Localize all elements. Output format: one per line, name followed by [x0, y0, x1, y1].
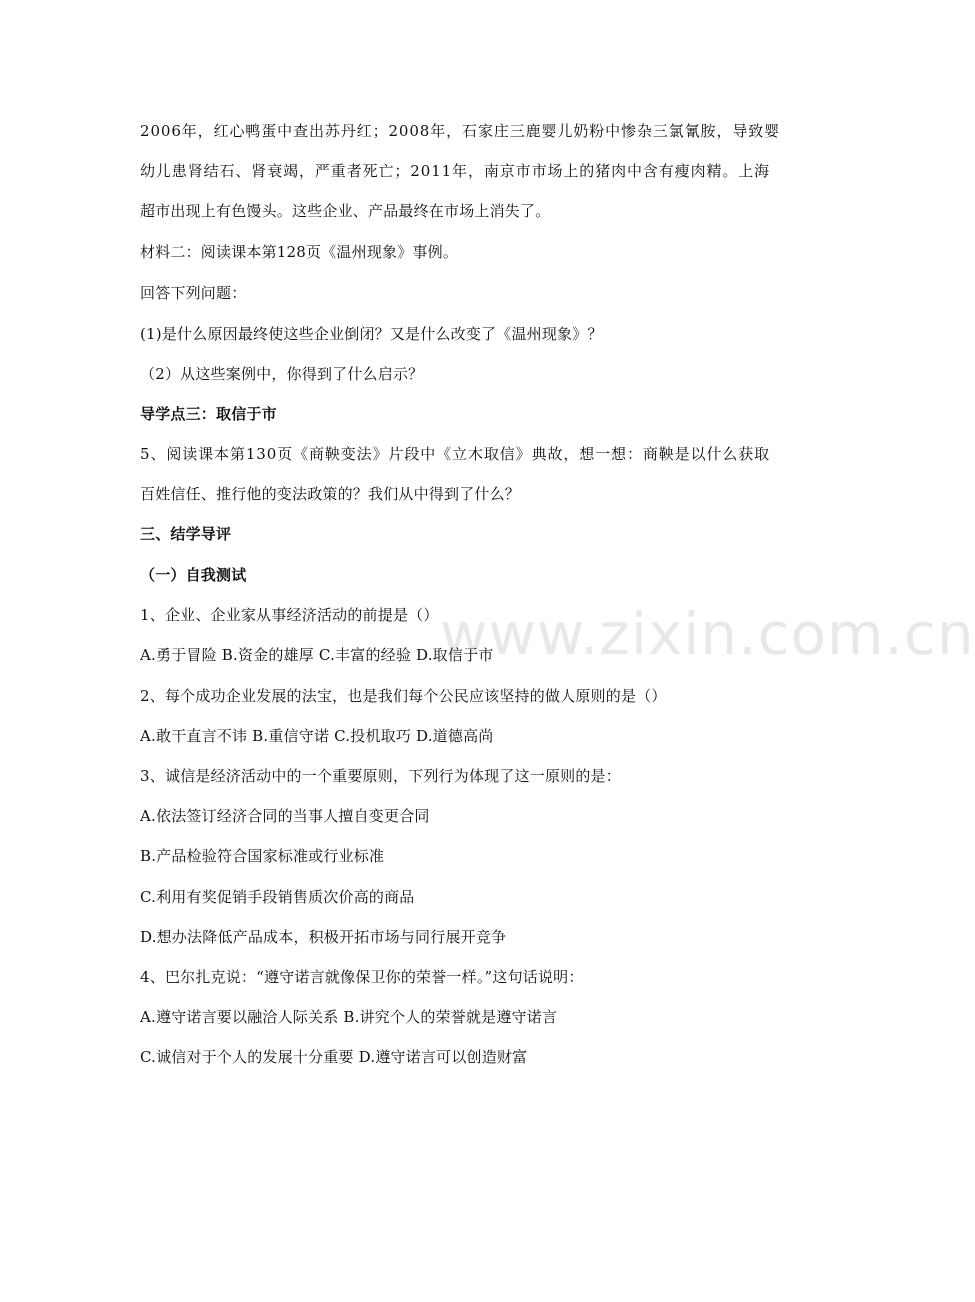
answer-prompt: 回答下列问题： — [140, 284, 247, 302]
subsection-heading-self-test: （一）自我测试 — [140, 566, 247, 584]
watermark: www.zixin.com.cn — [440, 600, 975, 668]
test-question-3-option-b: B.产品检验符合国家标准或行业标准 — [140, 847, 385, 865]
paragraph-line: 幼儿患肾结石、肾衰竭，严重者死亡；2011年，南京市市场上的猪肉中含有瘦肉精。上海 — [140, 162, 771, 180]
test-question-1-options: A.勇于冒险 B.资金的雄厚 C.丰富的经验 D.取信于市 — [140, 646, 494, 664]
question-5: 5、阅读课本第130页《商鞅变法》片段中《立木取信》典故，想一想：商鞅是以什么获取 — [140, 445, 771, 463]
paragraph-line: 超市出现上有色馒头。这些企业、产品最终在市场上消失了。 — [140, 202, 551, 220]
test-question-4-options-cd: C.诚信对于个人的发展十分重要 D.遵守诺言可以创造财富 — [140, 1048, 528, 1066]
paragraph-line: 2006年，红心鸭蛋中查出苏丹红；2008年，石家庄三鹿婴儿奶粉中惨杂三氯氰胺，导致婴 — [140, 122, 781, 140]
material-two-line: 材料二：阅读课本第128页《温州现象》事例。 — [140, 243, 459, 261]
test-question-2: 2、每个成功企业发展的法宝，也是我们每个公民应该坚持的做人原则的是（） — [140, 687, 667, 705]
section-heading-guide-point-3: 导学点三：取信于市 — [140, 405, 277, 423]
test-question-3: 3、诚信是经济活动中的一个重要原则，下列行为体现了这一原则的是： — [140, 767, 621, 785]
test-question-3-option-a: A.依法签订经济合同的当事人擅自变更合同 — [140, 807, 430, 825]
question-2: （2）从这些案例中，你得到了什么启示？ — [140, 365, 424, 383]
test-question-4-options-ab: A.遵守诺言要以融洽人际关系 B.讲究个人的荣誉就是遵守诺言 — [140, 1008, 558, 1026]
section-heading-3: 三、结学导评 — [140, 525, 232, 543]
test-question-4: 4、巴尔扎克说：“遵守诺言就像保卫你的荣誉一样。”这句话说明： — [140, 968, 584, 986]
question-1: (1)是什么原因最终使这些企业倒闭？又是什么改变了《温州现象》？ — [140, 325, 603, 343]
question-5-continued: 百姓信任、推行他的变法政策的？我们从中得到了什么？ — [140, 485, 521, 503]
test-question-3-option-d: D.想办法降低产品成本，积极开拓市场与同行展开竞争 — [140, 928, 507, 946]
test-question-1: 1、企业、企业家从事经济活动的前提是（） — [140, 606, 439, 624]
test-question-3-option-c: C.利用有奖促销手段销售质次价高的商品 — [140, 888, 415, 906]
test-question-2-options: A.敢干直言不讳 B.重信守诺 C.投机取巧 D.道德高尚 — [140, 727, 494, 745]
